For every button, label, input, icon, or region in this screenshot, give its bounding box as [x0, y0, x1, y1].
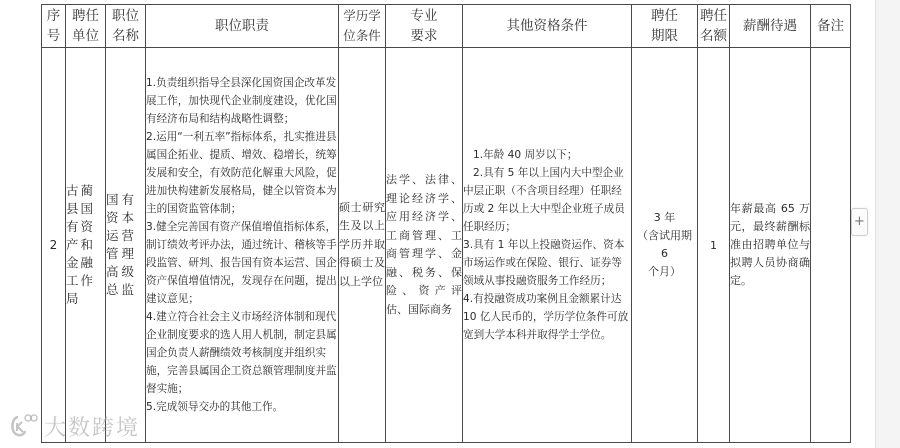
- header-position-line2: 名称: [112, 28, 139, 44]
- qualification-item: 4.有投融资成功案例且金额累计达 10 亿人民币的，学历学位条件可放宽到大学本科并取得学士学位。: [463, 293, 629, 341]
- header-unit-line1: 聘任: [72, 8, 99, 24]
- header-count: [698, 5, 730, 48]
- duty-item: 1.负责组织指导全县深化国资国企改革发展工作，加快现代企业制度建设，优化国有经济布局和结构战略性调整；: [146, 77, 337, 125]
- cell-unit: 古蔺县国有资产和金融工作局: [66, 48, 106, 443]
- recruitment-table: [41, 4, 851, 443]
- cell-seq: 2: [42, 48, 66, 443]
- qualification-item: 3.具有 1 年以上投融资运作、资本市场运作或在保险、银行、证券等领域从事投融资服务工作经历；: [463, 239, 625, 287]
- header-term-line2: 期限: [651, 28, 678, 44]
- watermark-text: 大数跨境: [44, 415, 141, 441]
- header-position-line1: 职位: [112, 8, 139, 24]
- header-unit: [66, 5, 106, 48]
- term-line: 个月）: [648, 265, 681, 278]
- cell-major: 法学、法律、理论经济学、应用经济学、工商管理、工商管理学、金融、税务、保险、资产评估、国际商务: [386, 48, 463, 443]
- plus-icon: +: [854, 214, 865, 229]
- header-seq-line2: 号: [46, 28, 61, 44]
- header-term-line1: 聘任: [651, 8, 678, 24]
- header-count-line1: 聘任: [700, 8, 727, 24]
- duty-item: 4.建立符合社会主义市场经济体制和现代企业制度要求的选人用人机制，制定县属国企负责人薪酬绩效考核制度并组织实施，完善县属国企工资总额管理制度并监督实施；: [146, 311, 337, 395]
- term-line: 3 年: [653, 211, 676, 224]
- header-education: [339, 5, 386, 48]
- watermark-logo-icon: [8, 413, 38, 439]
- header-term: [632, 5, 698, 48]
- duty-item: 5.完成领导交办的其他工作。: [146, 401, 284, 413]
- table-row: [42, 48, 851, 443]
- watermark: [8, 411, 140, 441]
- qualification-item: 2.具有 5 年以上国内大中型企业中层正职（不含项目经理）任职经历或 2 年以上大中型企业班子成员任职经历；: [463, 167, 625, 233]
- term-line: （含试用期 6: [637, 229, 692, 260]
- cell-position: 国有资本运营管理高级总监: [106, 48, 146, 443]
- cell-duties: [146, 48, 339, 443]
- duty-item: 2.运用“一利五率”指标体系，扎实推进县属国企拓业、提质、增效、稳增长，统筹发展和安全，有效防范化解重大风险，促进加快构建新发展格局，健全以管资本为主的国资监管体制；: [146, 131, 337, 215]
- cell-remarks: [811, 48, 851, 443]
- header-seq: [42, 5, 66, 48]
- expand-column-button[interactable]: [851, 208, 868, 236]
- header-duties: 职位职责: [146, 5, 339, 48]
- header-row: [42, 5, 851, 48]
- cell-education: 硕士研究生及以上学历并取得硕士及以上学位: [339, 48, 386, 443]
- cell-term: [632, 48, 698, 443]
- header-education-line1: 学历学: [343, 8, 381, 23]
- header-count-line2: 名额: [700, 28, 727, 44]
- cell-salary: 年薪最高 65 万元，最终薪酬标准由招聘单位与拟聘人员协商确定。: [730, 48, 811, 443]
- header-unit-line2: 单位: [72, 28, 99, 44]
- header-seq-line1: 序: [46, 8, 61, 24]
- header-education-line2: 位条件: [343, 28, 381, 43]
- header-salary: 薪酬待遇: [730, 5, 811, 48]
- right-gutter: [875, 0, 900, 448]
- qualification-item: 1.年龄 40 周岁以下；: [473, 149, 578, 161]
- header-major-line2: 要求: [410, 28, 438, 44]
- header-other: 其他资格条件: [463, 5, 632, 48]
- header-major: [386, 5, 463, 48]
- header-major-line1: 专业: [410, 8, 438, 24]
- header-position: [106, 5, 146, 48]
- cell-other-qualifications: [463, 48, 632, 443]
- cell-count: 1: [698, 48, 730, 443]
- duty-item: 3.健全完善国有资产保值增值指标体系，制订绩效考评办法，通过统计、稽核等手段监管、研判、报告国有资本运营、国企资产保值增值情况，发现存在问题，提出建议意见；: [146, 221, 337, 305]
- header-remarks: 备注: [811, 5, 851, 48]
